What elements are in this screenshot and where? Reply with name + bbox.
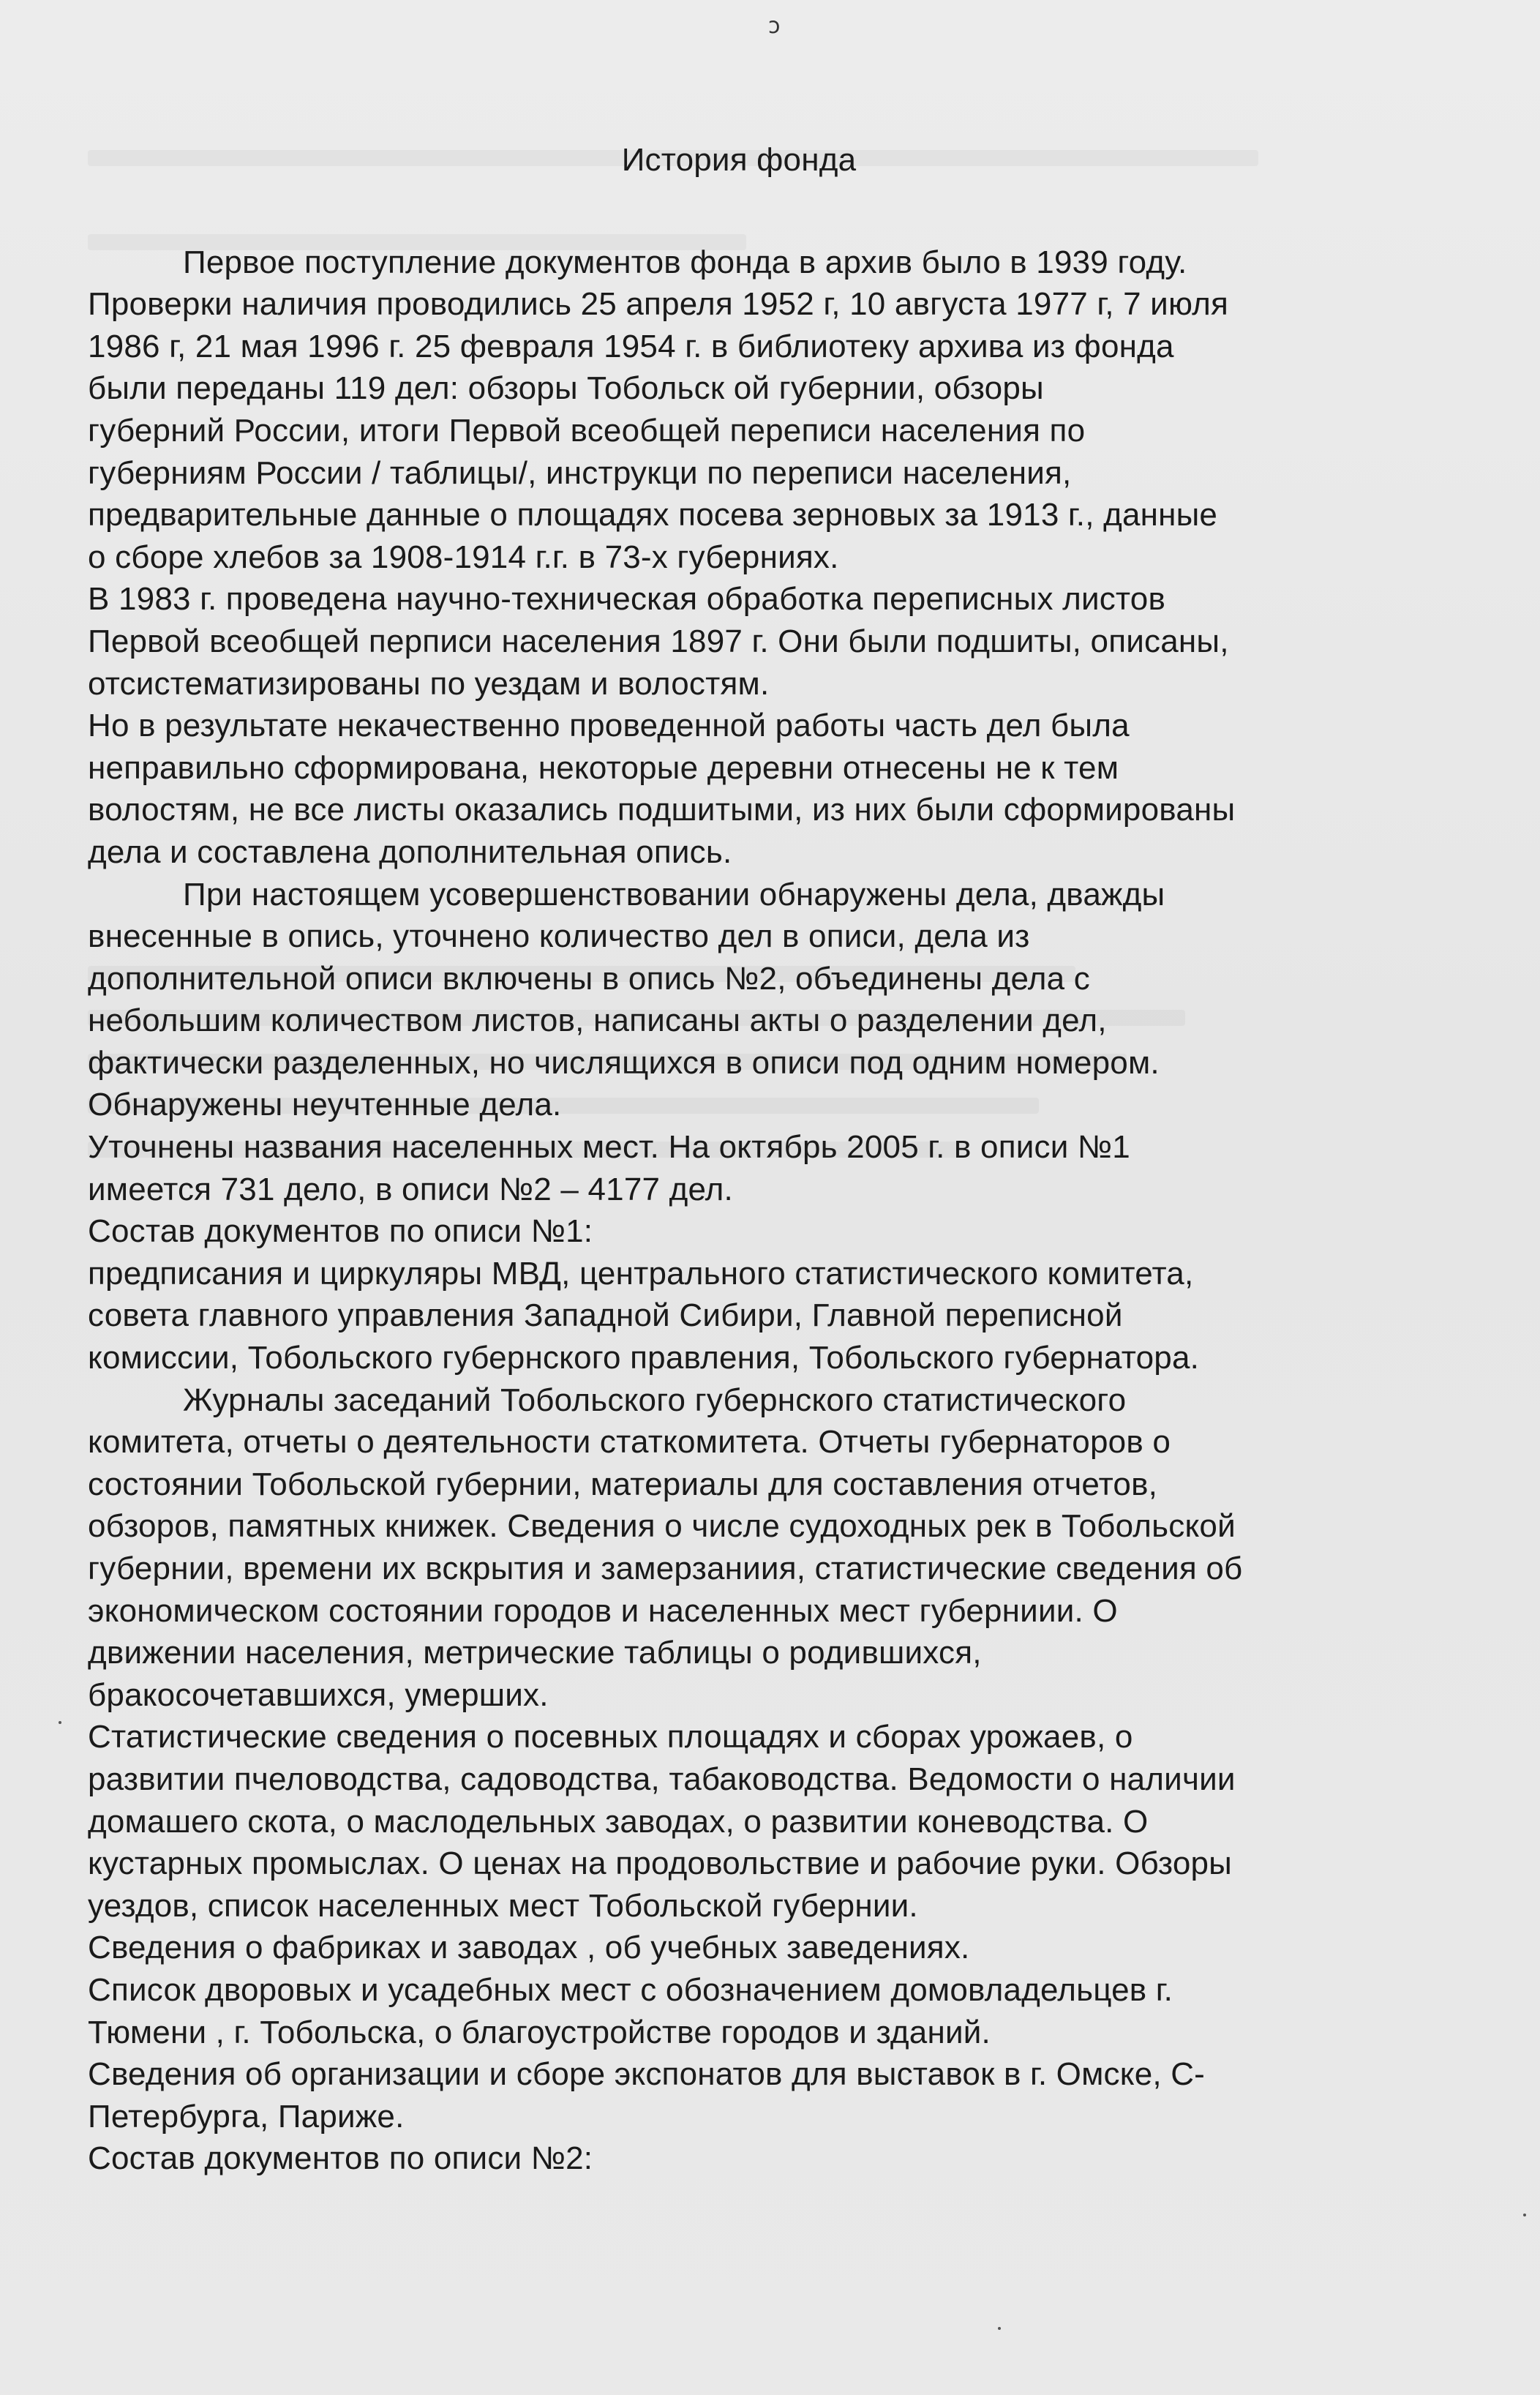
paragraph-3: Но в результате некачественно проведенной работы часть дел была неправильно сформирована, некоторые деревни отнесены не к тем волостям, не все листы оказались подшитыми, из них были сформированы дела и составлена дополнительная опись. xyxy=(88,708,1236,870)
paragraph-7: предписания и циркуляры МВД, центрального статистического комитета, совета главного управления Западной Сибири, Главной переписной комиссии, Тобольского губернского правления, Тобольского губернатора. xyxy=(88,1255,1200,1376)
paragraph-5: Уточнены названия населенных мест. На октябрь 2005 г. в описи №1 имеется 731 дело, в описи №2 – 4177 дел. xyxy=(88,1129,1130,1207)
scan-speck xyxy=(59,1721,61,1724)
paragraph-2: В 1983 г. проведена научно-техническая обработка переписных листов Первой всеобщей перписи населения 1897 г. Они были подшиты, описаны, отсистематизированы по уездам и волостям. xyxy=(88,581,1229,702)
paragraph-9: Статистические сведения о посевных площадях и сборах урожаев, о развитии пчеловодства, садоводства, табаководства. Ведомости о наличии домашего скота, о маслодельных заводах, о развитии коневодства. О кустарных промыслах. О ценах на продовольствие и рабочие руки. Обзоры уездов, список населенных мест Тобольской губернии. xyxy=(88,1719,1236,1924)
page-title: История фонда xyxy=(621,142,857,178)
paragraph-6: Состав документов по описи №1: xyxy=(88,1213,593,1250)
paragraph-11: Список дворовых и усадебных мест с обозначением домовладельцев г. Тюмени , г. Тобольска, о благоустройстве городов и зданий. xyxy=(88,1971,1173,2050)
paragraph-4: При настоящем усовершенствовании обнаружены дела, дважды внесенные в опись, уточнено количество дел в описи, дела из дополнительной описи включены в опись №2, объединены дела с небольшим количеством листов, написаны акты о разделении дел, фактически разделенных, но числящихся в описи под одним номером. Обнаружены неучтенные дела. xyxy=(88,876,1165,1123)
paragraph-12: Сведения об организации и сборе экспонатов для выставок в г. Омске, С- Петербурга, Париже. xyxy=(88,2056,1206,2134)
corner-mark: ᴐ xyxy=(768,13,781,39)
paragraph-10: Сведения о фабриках и заводах , об учебных заведениях. xyxy=(88,1930,970,1966)
paragraph-8: Журналы заседаний Тобольского губернского статистического комитета, отчеты о деятельности статкомитета. Отчеты губернаторов о состоянии Тобольской губернии, материалы для составления отчетов, обзоров, памятных книжек. Сведения о числе судоходных рек в Тобольской губернии, времени их вскрытия и замерзаниия, статистические сведения об экономическом состоянии городов и населенных мест губерниии. О движении населения, метрические таблицы о родившихся, бракосочетавшихся, умерших. xyxy=(88,1382,1243,1713)
paragraph-1: Первое поступление документов фонда в архив было в 1939 году. Проверки наличия проводились 25 апреля 1952 г, 10 августа 1977 г, 7 июля 1986 г, 21 мая 1996 г. 25 февраля 1954 г. в библиотеку архива из фонда были переданы 119 дел: обзоры Тобольск ой губернии, обзоры губерний России, итоги Первой всеобщей переписи населения по губерниям России / таблицы/, инструкци по переписи населения, предварительные данные о площадях посева зерновых за 1913 г., данные о сборе хлебов за 1908-1914 г.г. в 73-х губерниях. xyxy=(88,244,1229,575)
scan-speck xyxy=(998,2327,1001,2330)
paragraph-13: Состав документов по описи №2: xyxy=(88,2140,593,2177)
document-body xyxy=(88,139,1449,2180)
scan-speck xyxy=(1523,2214,1526,2216)
